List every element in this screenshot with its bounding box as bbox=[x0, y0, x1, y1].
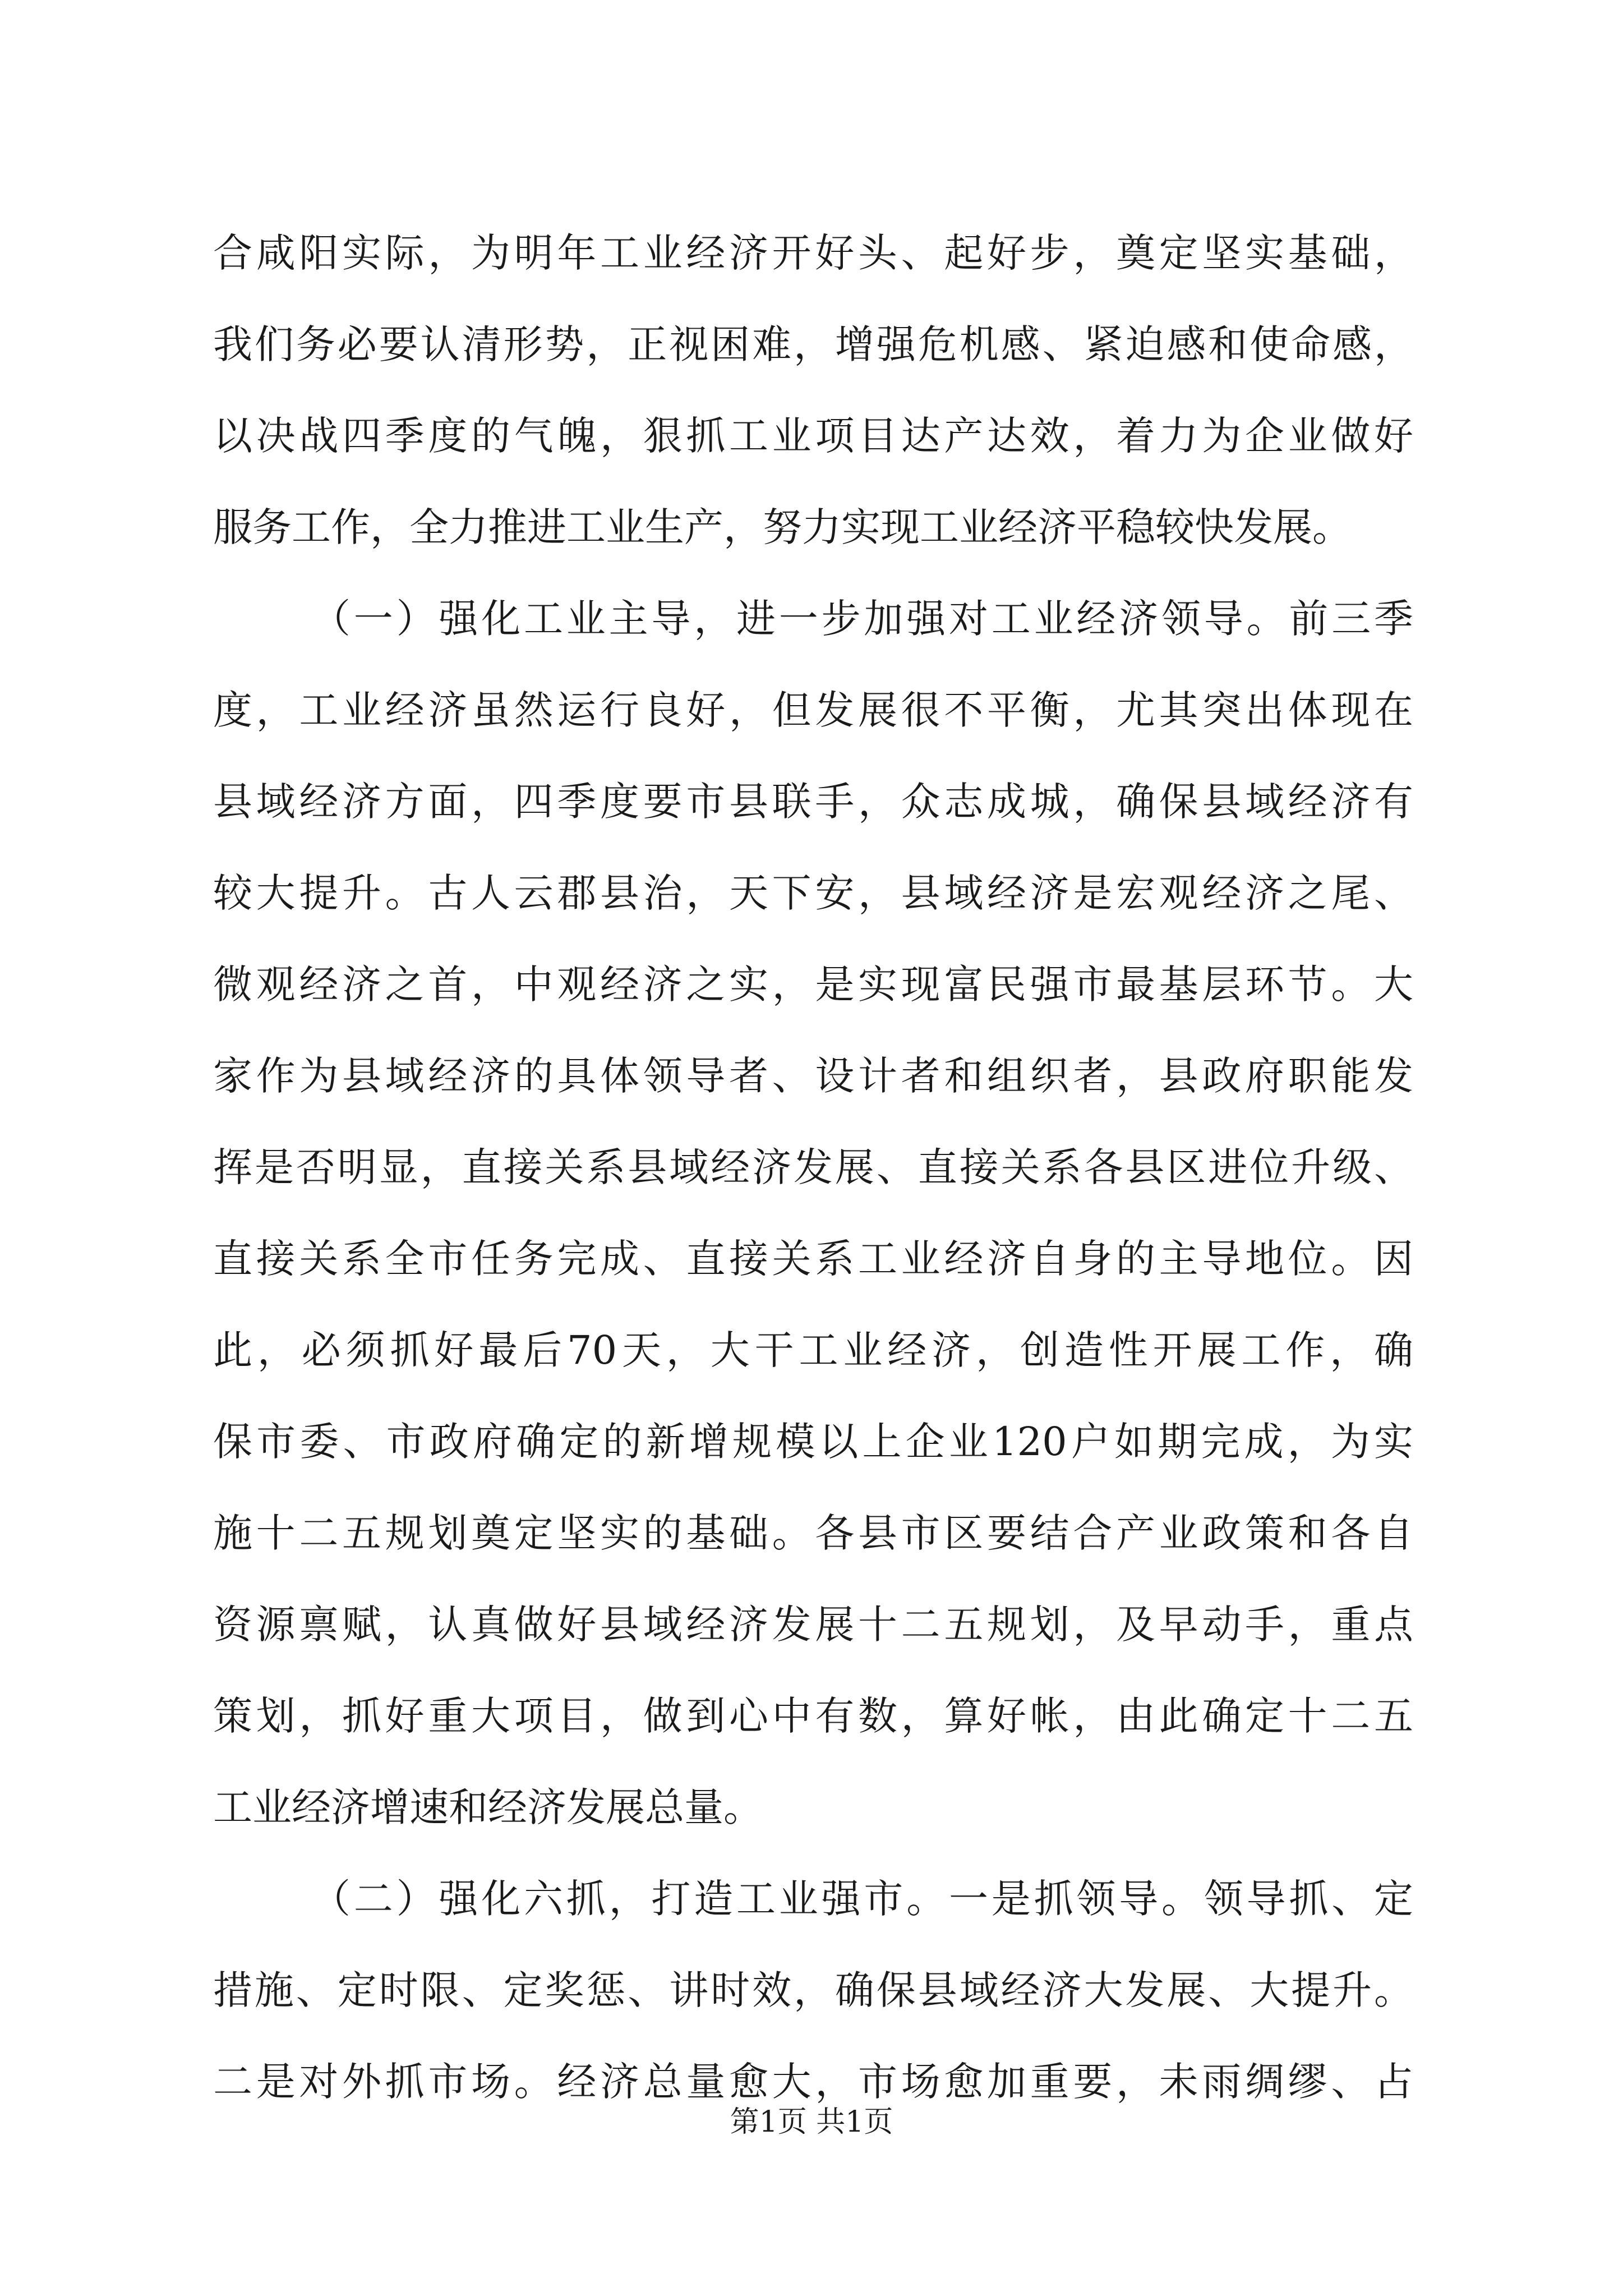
text-line: 措施、定时限、定奖惩、讲时效，确保县域经济大发展、大提升。 bbox=[213, 1967, 1413, 2013]
text-line: 挥是否明显，直接关系县域经济发展、直接关系各县区进位升级、 bbox=[213, 1144, 1413, 1190]
text-line: 合咸阳实际，为明年工业经济开好头、起好步，奠定坚实基础， bbox=[213, 230, 1413, 276]
text-line: 保市委、市政府确定的新增规模以上企业120户如期完成，为实 bbox=[213, 1419, 1413, 1465]
text-line: 较大提升。古人云郡县治，天下安，县域经济是宏观经济之尾、 bbox=[213, 870, 1413, 916]
text-line: 资源禀赋，认真做好县域经济发展十二五规划，及早动手，重点 bbox=[213, 1602, 1413, 1648]
text-line: 服务工作，全力推进工业生产，努力实现工业经济平稳较快发展。 bbox=[213, 504, 1352, 550]
text-line: 直接关系全市任务完成、直接关系工业经济自身的主导地位。因 bbox=[213, 1236, 1413, 1282]
paragraph-heading-line: （一）强化工业主导，进一步加强对工业经济领导。前三季 bbox=[311, 596, 1413, 642]
text-line: 施十二五规划奠定坚实的基础。各县市区要结合产业政策和各自 bbox=[213, 1510, 1413, 1556]
text-line: 策划，抓好重大项目，做到心中有数，算好帐，由此确定十二五 bbox=[213, 1693, 1413, 1739]
text-line: 县域经济方面，四季度要市县联手，众志成城，确保县域经济有 bbox=[213, 779, 1413, 825]
text-line: 二是对外抓市场。经济总量愈大，市场愈加重要，未雨绸缪、占 bbox=[213, 2059, 1413, 2105]
text-line: 微观经济之首，中观经济之实，是实现富民强市最基层环节。大 bbox=[213, 961, 1413, 1007]
text-line: 我们务必要认清形势，正视困难，增强危机感、紧迫感和使命感， bbox=[213, 321, 1413, 367]
text-line: 工业经济增速和经济发展总量。 bbox=[213, 1784, 763, 1830]
text-line: 家作为县域经济的具体领导者、设计者和组织者，县政府职能发 bbox=[213, 1053, 1413, 1099]
text-line: 此，必须抓好最后70天，大干工业经济，创造性开展工作，确 bbox=[213, 1327, 1413, 1373]
text-line: 以决战四季度的气魄，狠抓工业项目达产达效，着力为企业做好 bbox=[213, 413, 1413, 459]
document-body bbox=[213, 208, 1413, 2128]
text-line: 度，工业经济虽然运行良好，但发展很不平衡，尤其突出体现在 bbox=[213, 687, 1413, 733]
page-footer: 第1页 共1页 bbox=[730, 2105, 893, 2139]
paragraph-heading-line: （二）强化六抓，打造工业强市。一是抓领导。领导抓、定 bbox=[311, 1876, 1413, 1922]
